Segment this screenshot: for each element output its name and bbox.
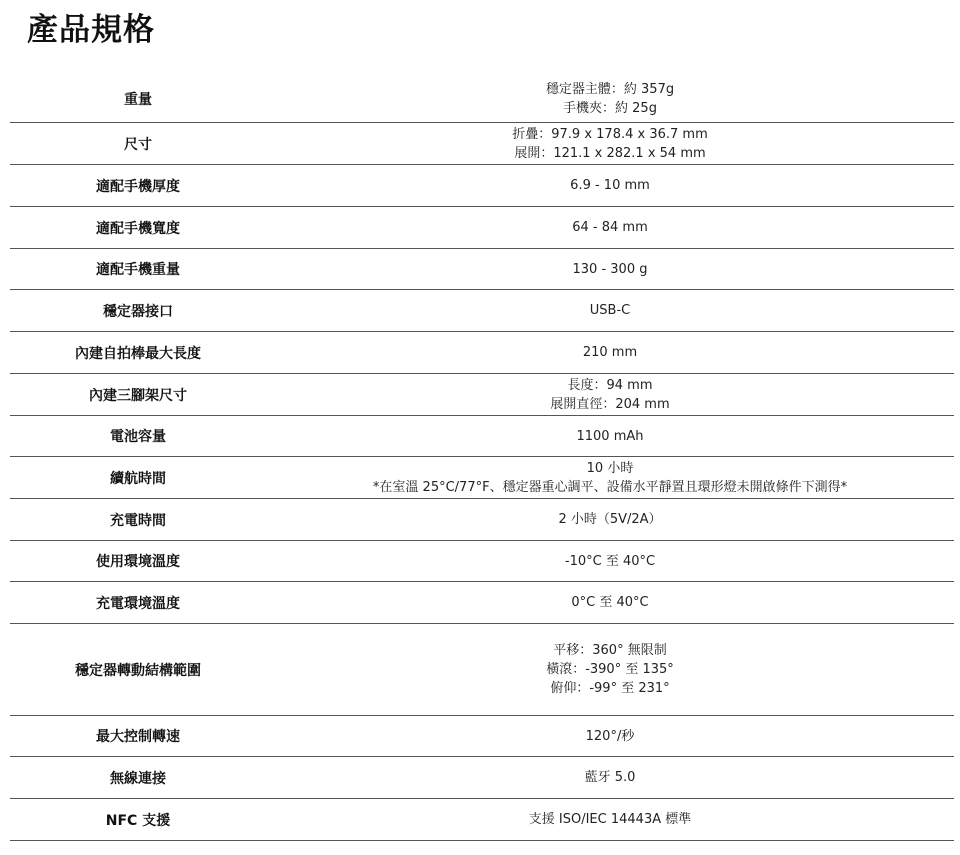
spec-row	[10, 499, 954, 541]
spec-label: 適配手機厚度	[96, 178, 180, 195]
spec-value-line: 120°/秒	[585, 728, 635, 744]
spec-value-line: USB-C	[589, 303, 631, 318]
spec-value-line: -10°C 至 40°C	[564, 553, 656, 569]
spec-label: 充電環境溫度	[96, 595, 180, 612]
spec-row	[10, 799, 954, 841]
spec-value-line: 支援 ISO/IEC 14443A 標準	[528, 812, 692, 827]
spec-value	[266, 376, 954, 414]
spec-row	[10, 165, 954, 207]
spec-label: 內建三腳架尺寸	[89, 387, 187, 404]
spec-row	[10, 207, 954, 249]
spec-value-line: 展開直徑：204 mm	[550, 396, 670, 412]
spec-value	[266, 510, 954, 529]
spec-value	[266, 80, 954, 118]
spec-label: 續航時間	[110, 470, 166, 487]
spec-value	[266, 459, 954, 497]
spec-value	[266, 593, 954, 612]
spec-value-line: 藍牙 5.0	[584, 770, 636, 785]
spec-label: 內建自拍棒最大長度	[75, 345, 201, 362]
spec-label: 穩定器轉動結構範圍	[75, 662, 201, 679]
spec-value	[266, 641, 954, 698]
spec-row	[10, 624, 954, 716]
spec-value	[266, 552, 954, 571]
spec-value-line: 長度：94 mm	[567, 377, 653, 393]
spec-row	[10, 757, 954, 799]
spec-value-line: 1100 mAh	[576, 428, 644, 444]
spec-row	[10, 123, 954, 165]
spec-value-line: 10 小時	[586, 460, 634, 476]
spec-value-line: 穩定器主體：約 357g	[545, 82, 675, 97]
spec-label: 適配手機寬度	[96, 220, 180, 237]
spec-label: NFC 支援	[105, 812, 171, 829]
spec-row	[10, 457, 954, 499]
spec-row	[10, 76, 954, 123]
spec-row	[10, 249, 954, 290]
spec-label: 適配手機重量	[96, 262, 180, 278]
spec-label: 穩定器接口	[103, 303, 173, 320]
spec-value-line: 2 小時（5V/2A）	[558, 512, 662, 527]
spec-row	[10, 290, 954, 332]
spec-value-line: 展開：121.1 x 282.1 x 54 mm	[514, 145, 706, 161]
spec-row	[10, 541, 954, 582]
spec-label: 無線連接	[110, 770, 166, 787]
spec-value-line: *在室溫 25°C/77°F、穩定器重心調平、設備水平靜置且環形燈未開啟條件下測得*	[372, 479, 848, 495]
spec-value-line: 手機夾：約 25g	[563, 101, 657, 116]
spec-label: 電池容量	[110, 429, 166, 445]
spec-value	[266, 343, 954, 362]
spec-value-line: 0°C 至 40°C	[571, 595, 649, 610]
spec-table	[10, 76, 954, 841]
spec-value	[266, 768, 954, 787]
spec-value-line: 橫滾：-390° 至 135°	[546, 662, 674, 677]
page-title: 產品規格	[27, 12, 155, 48]
spec-row	[10, 416, 954, 457]
spec-row	[10, 716, 954, 757]
spec-value	[266, 727, 954, 746]
spec-value-line: 130 - 300 g	[572, 261, 648, 277]
spec-label: 重量	[124, 92, 152, 108]
spec-label: 使用環境溫度	[96, 554, 180, 570]
spec-value-line: 折疊：97.9 x 178.4 x 36.7 mm	[512, 126, 708, 142]
spec-value	[266, 260, 954, 279]
spec-value-line: 210 mm	[582, 345, 638, 360]
spec-value-line: 6.9 - 10 mm	[570, 178, 650, 193]
spec-row	[10, 332, 954, 374]
spec-value	[266, 427, 954, 446]
spec-row	[10, 374, 954, 416]
spec-value-line: 平移：360° 無限制	[553, 643, 667, 658]
spec-label: 充電時間	[110, 512, 166, 529]
spec-label: 最大控制轉速	[96, 729, 180, 745]
spec-value	[266, 218, 954, 237]
spec-value	[266, 301, 954, 320]
spec-row	[10, 582, 954, 624]
spec-value	[266, 125, 954, 163]
spec-value-line: 俯仰：-99° 至 231°	[550, 681, 670, 696]
spec-value	[266, 810, 954, 829]
spec-value-line: 64 - 84 mm	[572, 220, 648, 235]
spec-value	[266, 176, 954, 195]
spec-label: 尺寸	[124, 136, 152, 153]
